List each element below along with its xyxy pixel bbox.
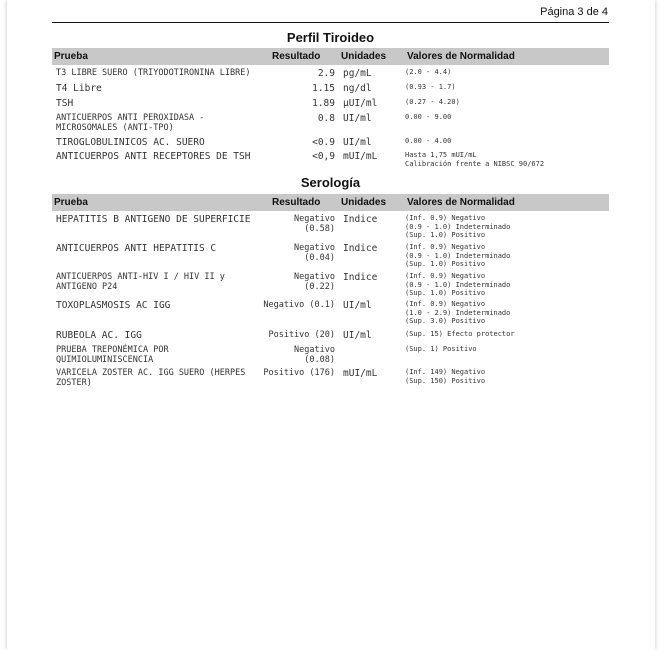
row-unidades: UI/ml: [343, 137, 372, 148]
row-unidades: Indice: [343, 214, 378, 225]
row-unidades: Indice: [343, 272, 378, 283]
row-valores: (0.93 - 1.7): [405, 83, 456, 91]
row-prueba: ANTICUERPOS ANTI RECEPTORES DE TSH: [56, 151, 251, 162]
row-resultado: Positivo (176): [263, 368, 335, 378]
report-page: [7, 0, 655, 650]
page-number: Página 3 de 4: [540, 6, 608, 18]
row-unidades: ng/dl: [343, 83, 372, 94]
row-prueba: HEPATITIS B ANTIGENO DE SUPERFICIE: [56, 214, 251, 225]
row-resultado: <0,9: [312, 151, 335, 162]
row-prueba: RUBEOLA AC. IGG: [56, 330, 142, 341]
row-prueba: ANTICUERPOS ANTI-HIV I / HIV II y ANTIGENO P24: [56, 272, 225, 292]
row-valores: (2.0 - 4.4): [405, 68, 452, 76]
row-valores: (Inf. 149) Negativo (Sup. 150) Positivo: [405, 368, 486, 385]
row-valores: (Sup. 1) Positivo: [405, 345, 477, 353]
row-valores: Hasta 1,75 mUI/mL Calibración frente a NIBSC 90/672: [405, 151, 545, 168]
row-unidades: mUI/mL: [343, 151, 378, 162]
row-resultado: Negativo (0.08): [294, 345, 335, 365]
row-unidades: pg/mL: [343, 68, 372, 79]
row-resultado: Positivo (20): [268, 330, 335, 340]
row-unidades: UI/ml: [343, 113, 372, 124]
row-resultado: 0.8: [317, 113, 335, 124]
col-header-unidades: Unidades: [341, 51, 387, 62]
col-header-resultado: Resultado: [272, 197, 321, 208]
row-prueba: PRUEBA TREPONÉMICA POR QUIMIOLUMINISCENCIA: [56, 345, 169, 365]
row-unidades: Indice: [343, 243, 378, 254]
row-prueba: T4 Libre: [56, 83, 102, 94]
row-resultado: Negativo (0.58): [294, 214, 335, 234]
row-unidades: µUI/ml: [343, 98, 378, 109]
row-resultado: Negativo (0.1): [263, 300, 335, 310]
row-prueba: T3 LIBRE SUERO (TRIYODOTIRONINA LIBRE): [56, 68, 251, 78]
table-header-perfil-tiroideo: [52, 48, 609, 65]
col-header-valores: Valores de Normalidad: [407, 51, 515, 62]
row-resultado: 1.15: [312, 83, 335, 94]
row-prueba: ANTICUERPOS ANTI PEROXIDASA - MICROSOMALES (ANTI-TPO): [56, 113, 205, 133]
row-unidades: UI/ml: [343, 330, 372, 341]
row-valores: (Sup. 15) Efecto protector: [405, 330, 515, 338]
section-title-perfil-tiroideo: Perfil Tiroideo: [286, 30, 375, 45]
table-header-serologia: [52, 194, 609, 211]
row-resultado: Negativo (0.04): [294, 243, 335, 263]
row-prueba: TOXOPLASMOSIS AC IGG: [56, 300, 171, 311]
row-unidades: UI/ml: [343, 300, 372, 311]
col-header-resultado: Resultado: [272, 51, 321, 62]
row-valores: (Inf. 0.9) Negativo (0.9 - 1.0) Indeterminado (Sup. 1.0) Positivo: [405, 272, 511, 297]
row-resultado: 1.89: [312, 98, 335, 109]
section-title-serologia: Serología: [300, 175, 361, 190]
header-rule: [52, 22, 609, 23]
row-valores: (0.27 - 4.20): [405, 98, 460, 106]
row-valores: 0.00 - 9.00: [405, 113, 452, 121]
row-resultado: 2.9: [317, 68, 335, 79]
row-valores: (Inf. 0.9) Negativo (0.9 - 1.0) Indeterminado (Sup. 1.0) Positivo: [405, 243, 511, 268]
row-prueba: VARICELA ZOSTER AC. IGG SUERO (HERPES ZOSTER): [56, 368, 246, 388]
col-header-prueba: Prueba: [54, 51, 88, 62]
col-header-prueba: Prueba: [54, 197, 88, 208]
row-prueba: ANTICUERPOS ANTI HEPATITIS C: [56, 243, 217, 254]
row-valores: (Inf. 0.9) Negativo (0.9 - 1.0) Indeterminado (Sup. 1.0) Positivo: [405, 214, 511, 239]
row-valores: 0.00 - 4.00: [405, 137, 452, 145]
row-prueba: TSH: [56, 98, 74, 109]
row-resultado: Negativo (0.22): [294, 272, 335, 292]
row-prueba: TIROGLOBULINICOS AC. SUERO: [56, 137, 205, 148]
row-unidades: mUI/mL: [343, 368, 378, 379]
col-header-valores: Valores de Normalidad: [407, 197, 515, 208]
row-resultado: <0.9: [312, 137, 335, 148]
row-valores: (Inf. 0.9) Negativo (1.0 - 2.9) Indeterminado (Sup. 3.0) Positivo: [405, 300, 511, 325]
col-header-unidades: Unidades: [341, 197, 387, 208]
